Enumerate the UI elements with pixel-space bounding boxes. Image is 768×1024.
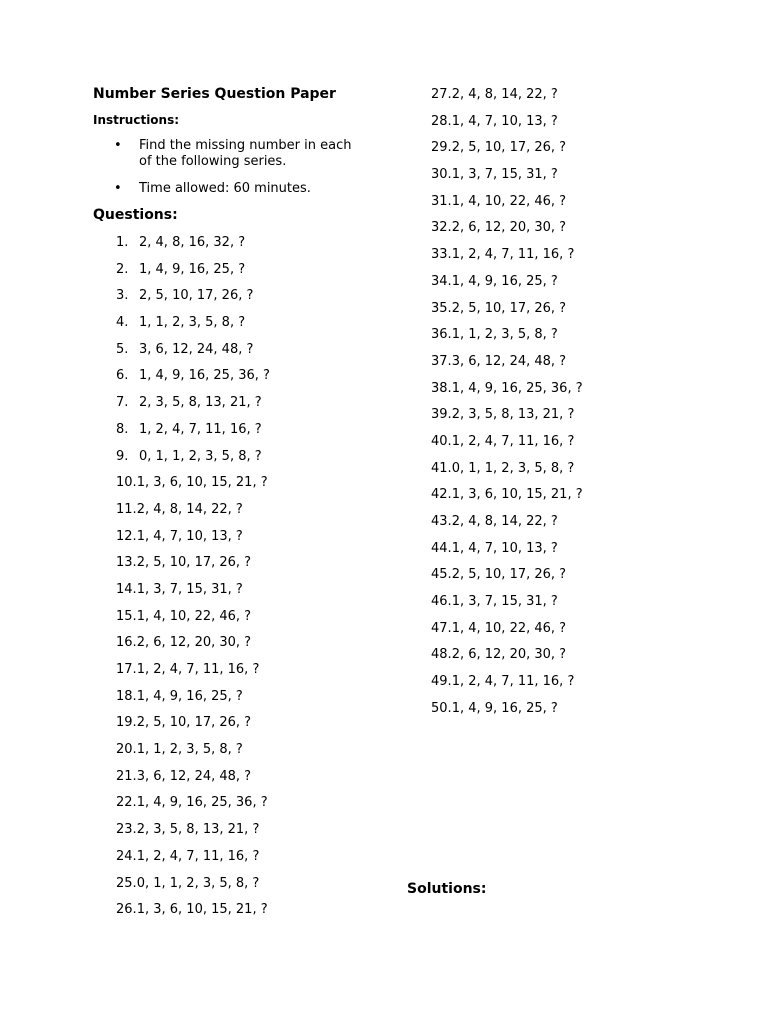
question-item xyxy=(116,261,270,288)
question-number: 26. xyxy=(116,902,137,918)
question-item xyxy=(431,300,583,327)
question-item xyxy=(116,688,270,715)
instruction-item xyxy=(93,138,363,170)
question-number: 2. xyxy=(116,261,129,277)
question-series: 1, 2, 4, 7, 11, 16, ? xyxy=(451,433,575,449)
question-item xyxy=(431,193,583,220)
question-series: 1, 4, 9, 16, 25, ? xyxy=(451,273,558,289)
question-number: 28. xyxy=(431,113,452,129)
question-series: 1, 4, 9, 16, 25, ? xyxy=(451,700,558,716)
question-series: 1, 1, 2, 3, 5, 8, ? xyxy=(139,315,246,331)
question-series: 2, 3, 5, 8, 13, 21, ? xyxy=(139,395,262,411)
question-item xyxy=(116,768,270,795)
question-number: 1. xyxy=(116,235,129,250)
question-series: 1, 1, 2, 3, 5, 8, ? xyxy=(136,742,243,758)
question-series: 2, 3, 5, 8, 13, 21, ? xyxy=(451,407,575,423)
question-item xyxy=(431,646,583,673)
question-number: 13. xyxy=(116,555,137,571)
question-series: 2, 6, 12, 20, 30, ? xyxy=(136,635,252,651)
question-item xyxy=(116,901,270,928)
question-series: 1, 3, 6, 10, 15, 21, ? xyxy=(451,487,583,503)
question-item xyxy=(431,219,583,246)
question-number: 29. xyxy=(431,140,452,156)
question-item xyxy=(116,501,270,528)
question-number: 25. xyxy=(116,875,137,891)
question-series: 2, 4, 8, 14, 22, ? xyxy=(451,87,558,102)
question-item xyxy=(116,714,270,741)
question-item xyxy=(431,486,583,513)
question-number: 31. xyxy=(431,193,452,209)
question-number: 50. xyxy=(431,700,452,716)
question-number: 40. xyxy=(431,433,452,449)
question-item xyxy=(431,540,583,567)
instructions-heading: Instructions: xyxy=(93,113,180,127)
question-item xyxy=(116,581,270,608)
question-series: 2, 5, 10, 17, 26, ? xyxy=(136,715,252,731)
question-number: 33. xyxy=(431,247,452,263)
question-series: 2, 5, 10, 17, 26, ? xyxy=(136,555,252,571)
question-series: 1, 4, 9, 16, 25, 36, ? xyxy=(136,795,268,811)
question-item xyxy=(431,513,583,540)
question-series: 0, 1, 1, 2, 3, 5, 8, ? xyxy=(139,448,262,464)
question-number: 15. xyxy=(116,608,137,624)
question-number: 18. xyxy=(116,688,137,704)
question-number: 37. xyxy=(431,353,452,369)
question-number: 14. xyxy=(116,581,137,597)
question-series: 1, 4, 10, 22, 46, ? xyxy=(136,608,252,624)
question-item xyxy=(431,460,583,487)
question-item xyxy=(431,433,583,460)
question-item xyxy=(431,246,583,273)
question-number: 19. xyxy=(116,715,137,731)
question-series: 2, 6, 12, 20, 30, ? xyxy=(451,220,567,236)
question-number: 8. xyxy=(116,421,129,437)
question-number: 23. xyxy=(116,822,137,838)
solutions-heading: Solutions: xyxy=(407,881,487,897)
question-series: 1, 2, 4, 7, 11, 16, ? xyxy=(139,421,262,437)
question-series: 1, 2, 4, 7, 11, 16, ? xyxy=(136,848,260,864)
question-item xyxy=(116,794,270,821)
question-number: 34. xyxy=(431,273,452,289)
question-item xyxy=(431,380,583,407)
questions-list-right xyxy=(431,86,583,727)
question-series: 1, 4, 9, 16, 25, 36, ? xyxy=(451,380,583,396)
question-item xyxy=(116,421,270,448)
instruction-text: Find the missing number in each of the following series. xyxy=(139,138,352,169)
questions-heading: Questions: xyxy=(93,207,178,223)
question-number: 30. xyxy=(431,167,452,183)
question-number: 35. xyxy=(431,300,452,316)
question-item xyxy=(116,848,270,875)
question-series: 1, 4, 9, 16, 25, 36, ? xyxy=(139,368,270,384)
bullet-icon: • xyxy=(114,138,122,153)
question-number: 11. xyxy=(116,501,137,517)
question-item xyxy=(431,139,583,166)
question-number: 3. xyxy=(116,288,129,304)
question-series: 2, 5, 10, 17, 26, ? xyxy=(139,288,254,304)
question-number: 16. xyxy=(116,635,137,651)
question-item xyxy=(431,593,583,620)
instructions-list xyxy=(93,138,363,208)
question-item xyxy=(116,448,270,475)
question-number: 44. xyxy=(431,540,452,556)
question-item xyxy=(431,566,583,593)
instruction-item xyxy=(93,181,363,197)
question-series: 1, 3, 7, 15, 31, ? xyxy=(451,167,558,183)
question-series: 1, 3, 6, 10, 15, 21, ? xyxy=(136,475,268,491)
question-item xyxy=(116,608,270,635)
question-series: 2, 3, 5, 8, 13, 21, ? xyxy=(136,822,260,838)
bullet-icon: • xyxy=(114,181,122,196)
question-series: 3, 6, 12, 24, 48, ? xyxy=(136,768,252,784)
question-number: 45. xyxy=(431,567,452,583)
question-item xyxy=(431,326,583,353)
question-series: 2, 5, 10, 17, 26, ? xyxy=(451,140,567,156)
question-item xyxy=(431,353,583,380)
question-number: 36. xyxy=(431,327,452,343)
question-item xyxy=(116,341,270,368)
question-number: 42. xyxy=(431,487,452,503)
question-item xyxy=(116,314,270,341)
question-number: 4. xyxy=(116,315,129,331)
question-number: 21. xyxy=(116,768,137,784)
question-number: 9. xyxy=(116,448,129,464)
question-item xyxy=(116,474,270,501)
question-series: 2, 5, 10, 17, 26, ? xyxy=(451,300,567,316)
question-number: 7. xyxy=(116,395,129,411)
question-series: 1, 3, 7, 15, 31, ? xyxy=(136,581,243,597)
question-item xyxy=(431,673,583,700)
question-number: 39. xyxy=(431,407,452,423)
question-series: 1, 4, 10, 22, 46, ? xyxy=(451,620,567,636)
question-series: 1, 4, 7, 10, 13, ? xyxy=(451,113,558,129)
question-series: 2, 4, 8, 16, 32, ? xyxy=(139,235,246,250)
question-number: 27. xyxy=(431,87,452,102)
question-series: 2, 6, 12, 20, 30, ? xyxy=(451,647,567,663)
question-item xyxy=(431,113,583,140)
question-item xyxy=(116,528,270,555)
question-number: 5. xyxy=(116,341,129,357)
question-series: 2, 4, 8, 14, 22, ? xyxy=(136,501,243,517)
question-series: 1, 4, 9, 16, 25, ? xyxy=(136,688,243,704)
question-item xyxy=(116,287,270,314)
question-item xyxy=(116,394,270,421)
question-number: 43. xyxy=(431,514,452,529)
question-number: 12. xyxy=(116,528,137,544)
question-number: 49. xyxy=(431,674,452,690)
question-number: 47. xyxy=(431,620,452,636)
question-number: 24. xyxy=(116,848,137,864)
question-item xyxy=(116,661,270,688)
question-number: 17. xyxy=(116,662,137,677)
question-series: 0, 1, 1, 2, 3, 5, 8, ? xyxy=(136,875,260,891)
question-item xyxy=(431,273,583,300)
question-number: 41. xyxy=(431,460,452,476)
question-number: 20. xyxy=(116,742,137,758)
question-series: 1, 4, 7, 10, 13, ? xyxy=(136,528,243,544)
question-series: 2, 5, 10, 17, 26, ? xyxy=(451,567,567,583)
question-number: 38. xyxy=(431,380,452,396)
question-item xyxy=(116,875,270,902)
question-item xyxy=(431,700,583,727)
question-item xyxy=(431,620,583,647)
question-series: 1, 4, 7, 10, 13, ? xyxy=(451,540,558,556)
question-item xyxy=(116,367,270,394)
question-item xyxy=(116,554,270,581)
question-number: 6. xyxy=(116,368,129,384)
questions-list-left xyxy=(116,234,270,928)
question-series: 1, 2, 4, 7, 11, 16, ? xyxy=(451,674,575,690)
question-item xyxy=(431,406,583,433)
question-number: 48. xyxy=(431,647,452,663)
question-item xyxy=(431,86,583,113)
question-series: 1, 1, 2, 3, 5, 8, ? xyxy=(451,327,558,343)
question-item xyxy=(116,741,270,768)
question-number: 22. xyxy=(116,795,137,811)
question-series: 1, 3, 6, 10, 15, 21, ? xyxy=(136,902,268,918)
question-item xyxy=(431,166,583,193)
question-series: 0, 1, 1, 2, 3, 5, 8, ? xyxy=(451,460,575,476)
question-series: 1, 4, 9, 16, 25, ? xyxy=(139,261,246,277)
question-item xyxy=(116,821,270,848)
instruction-text: Time allowed: 60 minutes. xyxy=(139,181,311,196)
question-item xyxy=(116,234,270,261)
question-number: 46. xyxy=(431,594,452,610)
question-series: 3, 6, 12, 24, 48, ? xyxy=(451,353,567,369)
question-series: 1, 2, 4, 7, 11, 16, ? xyxy=(451,247,575,263)
question-series: 3, 6, 12, 24, 48, ? xyxy=(139,341,254,357)
page-title: Number Series Question Paper xyxy=(93,86,336,102)
question-item xyxy=(116,634,270,661)
question-number: 32. xyxy=(431,220,452,236)
question-series: 2, 4, 8, 14, 22, ? xyxy=(451,514,558,529)
question-number: 10. xyxy=(116,475,137,491)
question-series: 1, 3, 7, 15, 31, ? xyxy=(451,594,558,610)
question-series: 1, 4, 10, 22, 46, ? xyxy=(451,193,567,209)
question-series: 1, 2, 4, 7, 11, 16, ? xyxy=(136,662,260,677)
